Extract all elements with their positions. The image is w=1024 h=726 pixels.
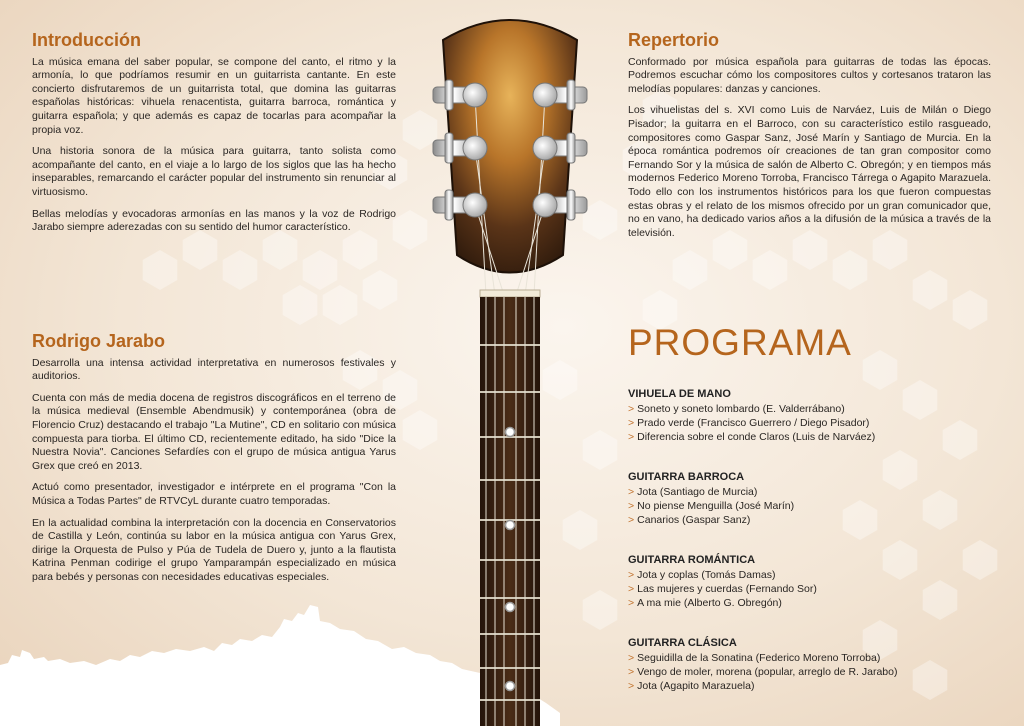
- arrow-icon: >: [628, 583, 635, 595]
- programa-section-vihuela: [628, 387, 998, 444]
- programa-item: > Seguidilla de la Sonatina (Federico Moreno Torroba): [628, 652, 881, 664]
- programa-item: > Jota y coplas (Tomás Damas): [628, 569, 776, 581]
- rodrigo-paragraph: Actuó como presentador, investigador e intérprete en el programa "Con la Música a Todas Partes" de RTVCyL durante cuatro temporadas.: [32, 481, 396, 507]
- rodrigo-paragraph: Desarrolla una intensa actividad interpretativa en numerosos festivales y auditorios.: [32, 356, 396, 383]
- programa-section-title: VIHUELA DE MANO: [628, 388, 731, 400]
- programa-section-barroca: [628, 470, 998, 527]
- programa-item: > A ma mie (Alberto G. Obregón): [628, 597, 782, 609]
- arrow-icon: >: [628, 417, 635, 429]
- introduccion-heading: Introducción: [32, 30, 141, 50]
- programa-item: > Soneto y soneto lombardo (E. Valderrábano): [628, 403, 845, 415]
- programa-item: > Vengo de moler, morena (popular, arreglo de R. Jarabo): [628, 666, 898, 678]
- rodrigo-jarabo-heading: Rodrigo Jarabo: [32, 331, 166, 351]
- arrow-icon: >: [628, 652, 635, 664]
- repertorio-section: [628, 30, 991, 248]
- programa-section-clasica: [628, 636, 998, 693]
- rodrigo-paragraph: Cuenta con más de media docena de registros discográficos en el terreno de la música medieval (Ensemble Abendmusik) y contemporánea (obra de Florencio Cruz) destacando el trabajo "La Mutine", CD en solitario con música compuesta para tiorba. El último CD, recientemente editado, ha sido "Dice la Nuestra Novia". Canciones Sefardíes con el grupo de música antigua Yarus Grex que creó en 2013.: [32, 391, 396, 472]
- rodrigo-paragraph: En la actualidad combina la interpretación con la docencia en Conservatorios de Castilla y León, continúa su labor en la música antigua con Yarus Grex, dirige la Orquesta de Pulso y Púa de Tudela de Duero y, junto a la flautista Katrina Penman codirige el grupo Yamparampán especializado en música para bebés y personas con necesidades educativas especiales.: [32, 516, 396, 583]
- arrow-icon: >: [628, 486, 635, 498]
- guitar-nut: [480, 290, 540, 297]
- introduccion-paragraph: Bellas melodías y evocadoras armonías en las manos y la voz de Rodrigo Jarabo siempre aderezadas con su sentido del humor característico.: [32, 207, 396, 234]
- tuner-pegs-right: [533, 80, 587, 220]
- programa-section-romantica: [628, 553, 998, 610]
- programa-section-title: GUITARRA ROMÁNTICA: [628, 554, 756, 566]
- introduccion-section: [32, 30, 396, 243]
- programa-item: > Jota (Agapito Marazuela): [628, 680, 755, 692]
- arrow-icon: >: [628, 569, 635, 581]
- programa-item: > No piense Menguilla (José Marín): [628, 500, 795, 512]
- programa-section-title: GUITARRA BARROCA: [628, 471, 745, 483]
- guitar-neck: [480, 297, 540, 726]
- introduccion-paragraph: Una historia sonora de la música para guitarra, tanto solista como acompañante del canto, en el viaje a lo largo de los siglos que las ha hecho inseparables, remarcando el carácter popular del instrumento sin renunciar al virtuosismo.: [32, 145, 396, 198]
- programa-section-title: GUITARRA CLÁSICA: [628, 637, 737, 649]
- arrow-icon: >: [628, 514, 635, 526]
- programa-item: > Jota (Santiago de Murcia): [628, 486, 758, 498]
- repertorio-heading: Repertorio: [628, 30, 720, 50]
- arrow-icon: >: [628, 403, 635, 415]
- programa-item: > Canarios (Gaspar Sanz): [628, 514, 751, 526]
- arrow-icon: >: [628, 431, 635, 443]
- programa-item: > Prado verde (Francisco Guerrero / Diego Pisador): [628, 417, 870, 429]
- repertorio-paragraph: Conformado por música española para guitarras de todas las épocas. Podremos escuchar cómo los compositores cultos y cortesanos trataron las melodías populares: danzas y canciones.: [628, 55, 991, 95]
- arrow-icon: >: [628, 597, 635, 609]
- repertorio-paragraph: Los vihuelistas del s. XVI como Luis de Narváez, Luis de Milán o Diego Pisador; la guitarra en el Barroco, con su característico estilo rasgueado, compositores como Gaspar Sanz, José Marín y Santiago de Murcia. En la época romántica podremos oír creaciones de tan gran compositor como Fernando Sor y la música de salón de Alberto C. Obregón; y en tiempos más modernos Federico Moreno Torroba, Francisco Tárrega o Agapito Marazuela. Todo ello con los instrumentos históricos para los que fueron compuestas estas obras y el relato de los mismos ofrecido por un gran comunicador que, no en vano, ha dedicado varios años a la difusión de la música a través de la televisión.: [628, 104, 991, 239]
- arrow-icon: >: [628, 500, 635, 512]
- rodrigo-jarabo-section: [32, 331, 396, 593]
- programa-title: PROGRAMA: [628, 322, 852, 363]
- programa-item: > Diferencia sobre el conde Claros (Luis de Narváez): [628, 431, 876, 443]
- tuner-pegs-left: [433, 80, 487, 220]
- arrow-icon: >: [628, 680, 635, 692]
- programa-item: > Las mujeres y cuerdas (Fernando Sor): [628, 583, 817, 595]
- introduccion-paragraph: La música emana del saber popular, se compone del canto, el ritmo y la armonía, lo que podríamos resumir en un guitarrista cantante. En este concierto disfrutaremos de un guitarrista total, que domina las guitarras españolas históricas: vihuela renacentista, guitarra barroca, romántica y guitarra española; y que además es capaz de tocarlas para acompañar la propia voz.: [32, 55, 396, 136]
- guitar-illustration: [385, 0, 635, 726]
- arrow-icon: >: [628, 666, 635, 678]
